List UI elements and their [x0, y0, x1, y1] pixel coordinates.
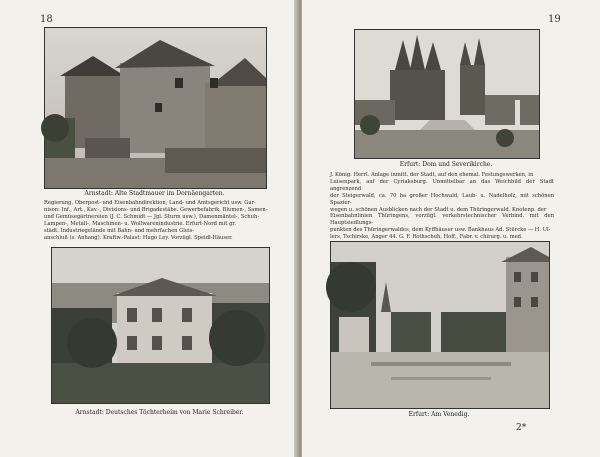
- photo-cathedral: [354, 29, 540, 159]
- photo-girls-boarding-house-image: [52, 248, 269, 403]
- text-line: Lampen-, Metall-, Maschinen- u. Wollwarenindustrie. Erfurt-Nord mit gr.: [44, 220, 236, 227]
- left-body-text: [44, 200, 268, 244]
- text-line: und Gemüsegärtnereien (J. C. Schmidt — Jgl. Sturm usw.), Damenmäntel-, Schuh-: [44, 213, 260, 220]
- right-body-text: [330, 172, 554, 241]
- photo-venedig-image: [331, 242, 549, 408]
- right-page: [302, 0, 600, 457]
- page-number-left: 18: [40, 14, 53, 25]
- photo-cathedral-image: [355, 30, 539, 158]
- photo-venedig: [330, 241, 550, 409]
- caption-girls-boarding-house: Arnstadt: Deutsches Töchterheim von Marie Schreiber.: [75, 409, 244, 416]
- caption-old-city-wall: Arnstadt: Alte Stadtmauer im Dornäengarten.: [84, 190, 225, 197]
- photo-old-city-wall: [44, 27, 267, 189]
- text-line: der Steigerwald, ca. 70 ha großer Hochwald, Laub- u. Nadelholz, mit schönen Spazier-: [330, 192, 554, 206]
- text-line: Luisenpark, auf der Cyriaksburg. Unmittelbar an das Weichbild der Stadt angrenzend: [330, 178, 554, 192]
- text-line: Regierung, Oberpost- und Eisenbahndirektion, Land- und Amtsgericht usw. Gar-: [44, 200, 256, 206]
- text-line: nison: Inf., Art., Kav.-, Divisions- und Brigadestäbe. Gewerbefabrik, Blumen-, Samen-: [44, 206, 268, 213]
- text-line: lers, Tschirske, Anger 44. G. F. Rothschuh, Hoff., Fabr. v. chirurg. u. med.: [330, 234, 523, 241]
- caption-cathedral: Erfurt: Dom und Severikirche.: [399, 161, 493, 168]
- left-page: [0, 0, 298, 457]
- text-line: J. König. Herrl. Anlage inmitt. der Stadt, auf den ehemal. Festungswerken, in: [330, 172, 534, 178]
- text-line: Eisenbahnlinien Thüringens, vorzügl. verkehrstechnischer Verbind. mit den Hauptsiedlungs-: [330, 213, 554, 227]
- photo-girls-boarding-house: [51, 247, 270, 404]
- text-line: punkten des Thüringerwaldes, dem Kyffhäuser usw. Bankhaus Ad. Stürcke — H. Ul-: [330, 227, 551, 234]
- photo-old-city-wall-image: [45, 28, 266, 188]
- signature-mark: 2*: [516, 423, 527, 433]
- caption-venedig: Erfurt: Am Venedig.: [408, 411, 470, 418]
- text-line: anschluß (s. Anhang). Kraftw.-Palast: Hugo Ley. Vorzügl. Speidl-Häuser.: [44, 234, 233, 241]
- text-line: städt. Industriegelände mit Bahn- und mehrfachen Gleis-: [44, 227, 195, 234]
- text-line: wegen u. schönen Ausblicken nach der Stadt u. dem Thüringerwald. Knotenp. der: [330, 206, 547, 213]
- page-number-right: 19: [548, 14, 561, 25]
